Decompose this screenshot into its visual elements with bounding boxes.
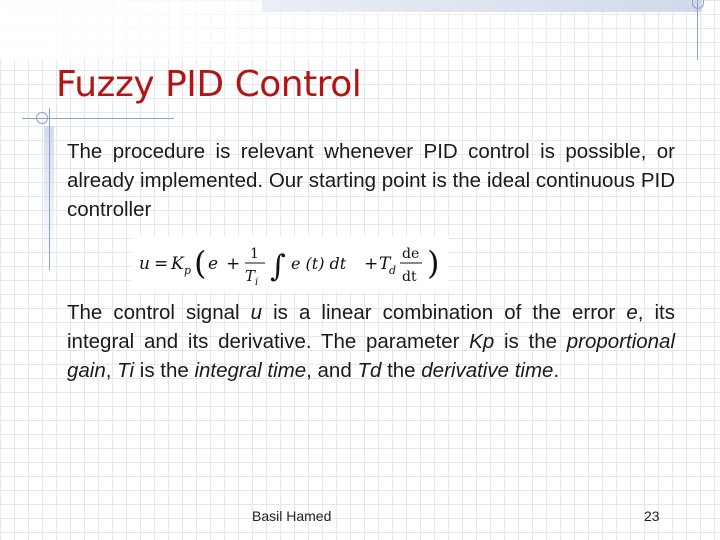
term-u: u: [250, 301, 263, 324]
formula-derivative-numerator: de: [402, 246, 420, 262]
formula-close-paren: ): [427, 244, 440, 282]
explanation-text-1: The control signal: [67, 301, 251, 324]
formula-kp-subscript: p: [184, 264, 192, 277]
explanation-text-2: is a linear combination of the error: [262, 301, 627, 324]
formula-td: T: [379, 254, 391, 274]
formula-derivative-denominator: dt: [402, 269, 417, 285]
formula-kp: K: [171, 254, 184, 274]
formula-u: u: [139, 254, 150, 274]
formula-ti-subscript: i: [255, 277, 259, 288]
term-derivative-time: derivative time: [421, 359, 554, 382]
explanation-text-7: , and: [306, 359, 358, 382]
formula-open-paren: (: [194, 244, 207, 282]
formula-ti: T: [245, 267, 256, 285]
explanation-text-9: .: [553, 359, 560, 382]
formula-plus-1: +: [226, 254, 241, 274]
explanation-text-5: ,: [105, 359, 118, 382]
term-e: e: [626, 301, 638, 324]
explanation-text-4: is the: [494, 330, 567, 353]
term-td: Td: [357, 359, 382, 382]
formula-td-subscript: d: [389, 264, 397, 277]
formula-e: e: [208, 254, 219, 274]
term-ti: Ti: [117, 359, 135, 382]
term-proportional-gain: proportional gain: [67, 330, 675, 382]
explanation-paragraph: [67, 298, 675, 385]
formula-integral-sign: ∫: [270, 249, 286, 284]
explanation-text-8: the: [381, 359, 422, 382]
explanation-text-6: is the: [134, 359, 195, 382]
decorative-right-line: [697, 0, 698, 60]
formula-integrand: e (t) dt: [291, 254, 347, 273]
decorative-crosshair-circle: [36, 112, 48, 124]
pid-formula: [131, 236, 449, 292]
term-kp: Kp: [469, 330, 495, 353]
formula-fraction-numerator: 1: [250, 246, 259, 262]
decorative-left-line: [49, 108, 50, 270]
explanation-text-3: , its integral and its derivative. The parameter: [67, 301, 675, 353]
formula-equals: =: [154, 254, 169, 274]
page-number: 23: [644, 508, 660, 524]
slide-title: Fuzzy PID Control: [56, 64, 362, 105]
formula-plus-2: +: [364, 254, 379, 274]
footer-author: Basil Hamed: [252, 508, 332, 524]
intro-paragraph: The procedure is relevant whenever PID control is possible, or already implemented. Our starting point is the ideal continuous PID controller: [67, 140, 675, 221]
decorative-header-fade: [0, 0, 720, 60]
term-integral-time: integral time: [194, 359, 307, 382]
